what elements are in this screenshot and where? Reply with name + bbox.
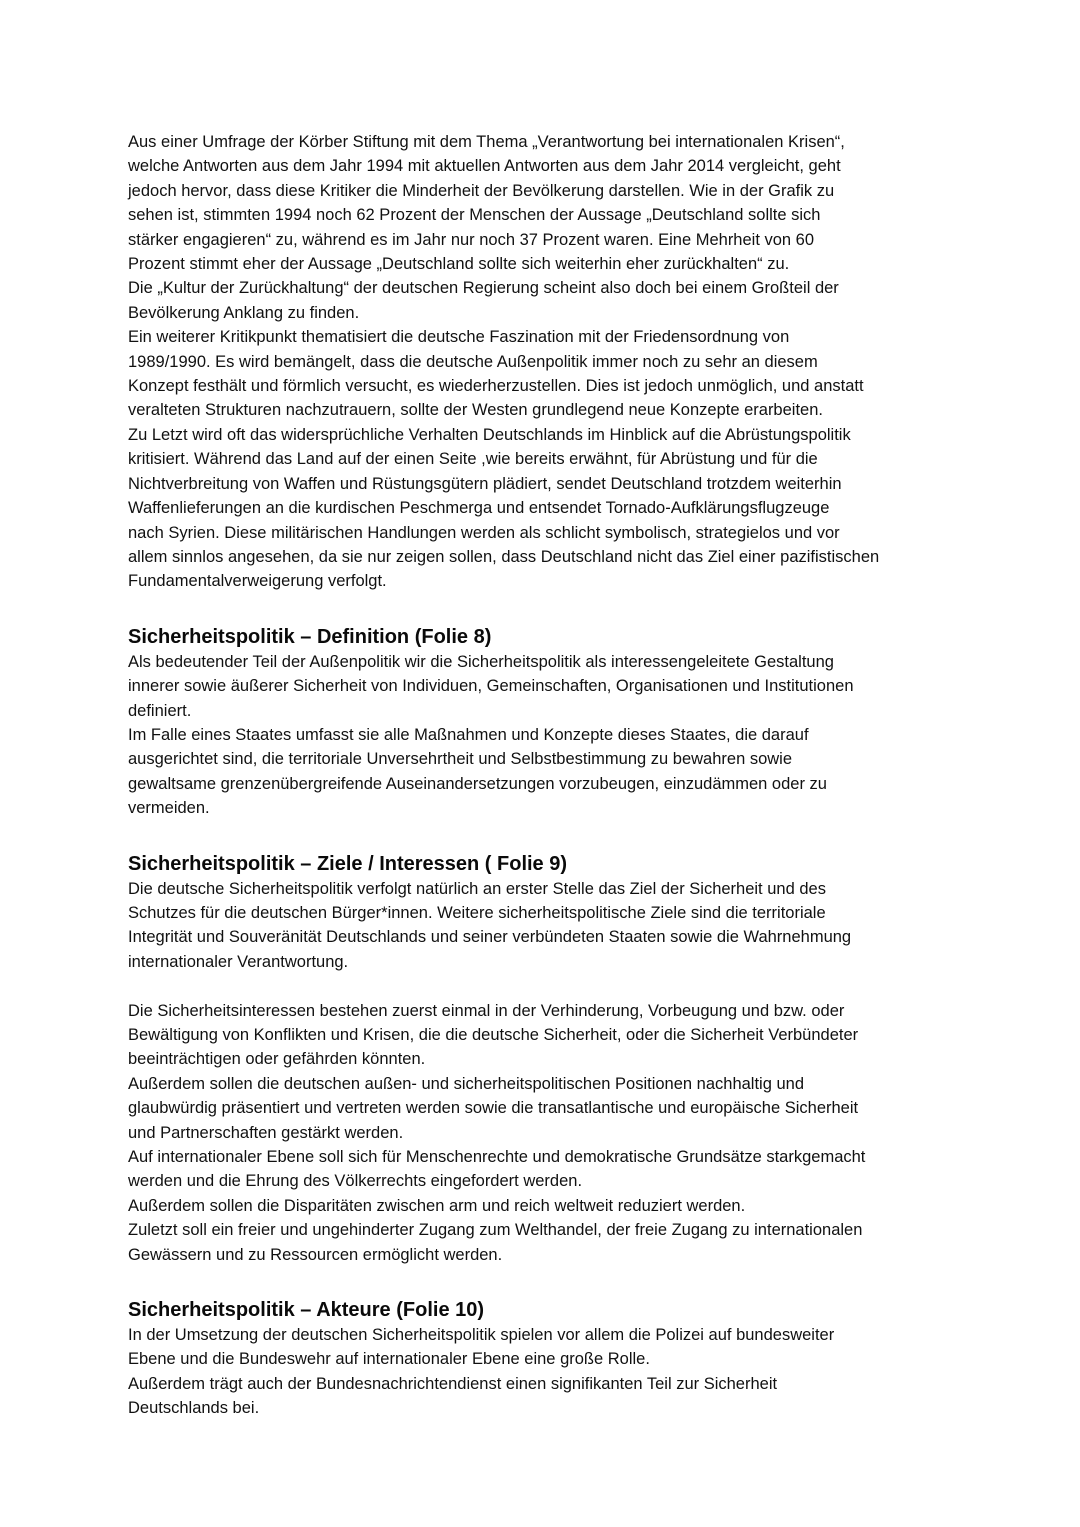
text-line: Die „Kultur der Zurückhaltung“ der deutschen Regierung scheint also doch bei einem Großteil der — [128, 279, 839, 298]
text-line: nach Syrien. Diese militärischen Handlungen werden als schlicht symbolisch, strategielos und vor — [128, 523, 840, 542]
text-line: Außerdem sollen die Disparitäten zwischen arm und reich weltweit reduziert werden. — [128, 1196, 746, 1215]
text-line: internationaler Verantwortung. — [128, 952, 349, 971]
text-line: 1989/1990. Es wird bemängelt, dass die deutsche Außenpolitik immer noch zu sehr an diesem — [128, 352, 818, 371]
text-line: Zu Letzt wird oft das widersprüchliche Verhalten Deutschlands im Hinblick auf die Abrüstungspolitik — [128, 425, 851, 444]
spacer — [128, 1267, 958, 1297]
text-line: veralteten Strukturen nachzutrauern, sollte der Westen grundlegend neue Konzepte erarbeiten. — [128, 401, 823, 420]
section-definition — [128, 624, 958, 821]
spacer — [128, 821, 958, 851]
text-line: vermeiden. — [128, 799, 210, 818]
text-line: Die Sicherheitsinteressen bestehen zuerst einmal in der Verhinderung, Vorbeugung und bzw. oder — [128, 1001, 845, 1020]
section-paragraph — [128, 650, 958, 821]
section-paragraph — [128, 1323, 958, 1421]
text-line: Außerdem sollen die deutschen außen- und sicherheitspolitischen Positionen nachhaltig und — [128, 1074, 805, 1093]
text-line: kritisiert. Während das Land auf der einen Seite ,wie bereits erwähnt, für Abrüstung und für die — [128, 450, 818, 469]
text-line: jedoch hervor, dass diese Kritiker die Minderheit der Bevölkerung darstellen. Wie in der Grafik zu — [128, 181, 835, 200]
section-heading: Sicherheitspolitik – Definition (Folie 8) — [128, 625, 492, 648]
text-line: definiert. — [128, 701, 192, 720]
text-line: Waffenlieferungen an die kurdischen Peschmerga und entsendet Tornado-Aufklärungsflugzeuge — [128, 499, 830, 518]
text-line: Fundamentalverweigerung verfolgt. — [128, 572, 387, 591]
text-line: Bevölkerung Anklang zu finden. — [128, 303, 360, 322]
text-line: glaubwürdig präsentiert und vertreten werden sowie die transatlantische und europäische Sicherheit — [128, 1099, 859, 1118]
text-line: Gewässern und zu Ressourcen ermöglicht werden. — [128, 1245, 503, 1264]
section-heading: Sicherheitspolitik – Ziele / Interessen ( Folie 9) — [128, 852, 568, 875]
text-line: Prozent stimmt eher der Aussage „Deutschland sollte sich weiterhin eher zurückhalten“ zu. — [128, 255, 790, 274]
text-line: In der Umsetzung der deutschen Sicherheitspolitik spielen vor allem die Polizei auf bundesweiter — [128, 1326, 835, 1345]
text-line: Integrität und Souveränität Deutschlands und seiner verbündeten Staaten sowie die Wahrnehmung — [128, 928, 852, 947]
text-line: gewaltsame grenzenübergreifende Auseinandersetzungen vorzubeugen, einzudämmen oder zu — [128, 774, 827, 793]
text-line: ausgerichtet sind, die territoriale Unversehrtheit und Selbstbestimmung zu bewahren sowie — [128, 750, 793, 769]
text-line: und Partnerschaften gestärkt werden. — [128, 1123, 404, 1142]
section-heading: Sicherheitspolitik – Akteure (Folie 10) — [128, 1299, 485, 1322]
text-line: Zuletzt soll ein freier und ungehinderter Zugang zum Welthandel, der freie Zugang zu internationalen — [128, 1221, 863, 1240]
intro-paragraph — [128, 130, 958, 594]
text-line: Ebene und die Bundeswehr auf internationaler Ebene eine große Rolle. — [128, 1350, 650, 1369]
text-line: Auf internationaler Ebene soll sich für Menschenrechte und demokratische Grundsätze starkgemacht — [128, 1148, 866, 1167]
text-line: innerer sowie äußerer Sicherheit von Individuen, Gemeinschaften, Organisationen und Institutionen — [128, 677, 854, 696]
section-ziele-interessen — [128, 851, 958, 1267]
section-paragraph — [128, 877, 958, 975]
text-line: sehen ist, stimmten 1994 noch 62 Prozent der Menschen der Aussage „Deutschland sollte sich — [128, 206, 821, 225]
text-line: Aus einer Umfrage der Körber Stiftung mit dem Thema „Verantwortung bei internationalen Krisen“, — [128, 133, 845, 151]
spacer — [128, 594, 958, 624]
text-line: Die deutsche Sicherheitspolitik verfolgt natürlich an erster Stelle das Ziel der Sicherheit und des — [128, 879, 826, 898]
text-line: Deutschlands bei. — [128, 1399, 260, 1418]
text-line: Bewältigung von Konflikten und Krisen, die die deutsche Sicherheit, oder die Sicherheit Verbündeter — [128, 1025, 859, 1044]
text-line: allem sinnlos angesehen, da sie nur zeigen sollen, dass Deutschland nicht das Ziel einer pazifistischen — [128, 547, 880, 566]
text-line: stärker engagieren“ zu, während es im Jahr nur noch 37 Prozent waren. Eine Mehrheit von 60 — [128, 230, 815, 249]
text-line: werden und die Ehrung des Völkerrechts eingefordert werden. — [128, 1172, 583, 1191]
blank-line — [128, 974, 958, 998]
document-page — [128, 130, 958, 1421]
text-line: beeinträchtigen oder gefährden könnten. — [128, 1050, 426, 1069]
text-line: Schutzes für die deutschen Bürger*innen. Weitere sicherheitspolitische Ziele sind die territoriale — [128, 903, 826, 922]
section-paragraph — [128, 999, 958, 1267]
text-line: Als bedeutender Teil der Außenpolitik wir die Sicherheitspolitik als interessengeleitete Gestaltung — [128, 652, 834, 671]
text-line: Außerdem trägt auch der Bundesnachrichtendienst einen signifikanten Teil zur Sicherheit — [128, 1374, 778, 1393]
text-line: Nichtverbreitung von Waffen und Rüstungsgütern plädiert, sendet Deutschland trotzdem weiterhin — [128, 474, 842, 493]
text-line: welche Antworten aus dem Jahr 1994 mit aktuellen Antworten aus dem Jahr 2014 vergleicht, geht — [128, 157, 841, 176]
text-line: Konzept festhält und förmlich versucht, es wiederherzustellen. Dies ist jedoch unmöglich, und anstatt — [128, 377, 864, 396]
section-akteure — [128, 1297, 958, 1421]
text-line: Ein weiterer Kritikpunkt thematisiert die deutsche Faszination mit der Friedensordnung von — [128, 328, 790, 347]
text-line: Im Falle eines Staates umfasst sie alle Maßnahmen und Konzepte dieses Staates, die darauf — [128, 725, 809, 744]
